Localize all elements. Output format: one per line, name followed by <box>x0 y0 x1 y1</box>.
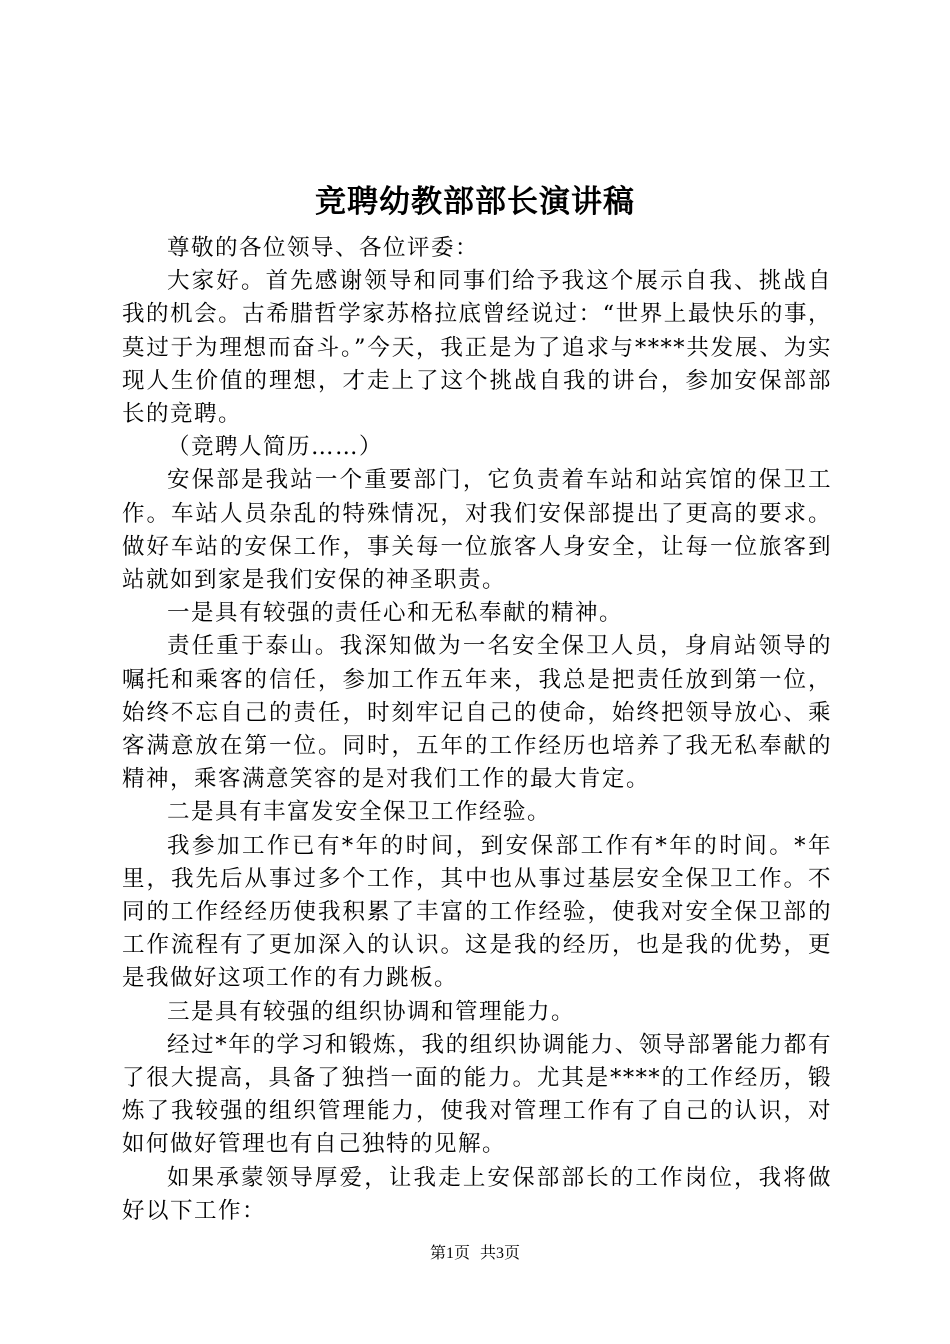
paragraph-resume-note: （竞聘人简历……） <box>167 434 384 461</box>
paragraph-greeting: 大家好。首先感谢领导和同事们给予我这个展示自我、挑战自我的机会。古希腊哲学家苏格拉底曾经说过：“世界上最快乐的事，莫过于为理想而奋斗。”今天，我正是为了追求与****共发展、为实现人生价值的理想，才走上了这个挑战自我的讲台，参加安保部部长的竞聘。 <box>122 268 832 428</box>
heading-point-two: 二是具有丰富发安全保卫工作经验。 <box>167 799 552 826</box>
document-title: 竞聘幼教部部长演讲稿 <box>315 184 635 220</box>
paragraph-point-two: 我参加工作已有*年的时间，到安保部工作有*年的时间。*年里，我先后从事过多个工作，其中也从事过基层安全保卫工作。不同的工作经经历使我积累了丰富的工作经验，使我对安全保卫部的工作流程有了更加深入的认识。这是我的经历，也是我的优势，更是我做好这项工作的有力跳板。 <box>122 832 832 992</box>
heading-point-three: 三是具有较强的组织协调和管理能力。 <box>167 998 576 1025</box>
heading-point-one: 一是具有较强的责任心和无私奉献的精神。 <box>167 600 624 627</box>
document-body <box>122 232 832 1228</box>
page-number: 第1页 <box>429 1245 470 1262</box>
page-total: 共3页 <box>480 1245 521 1262</box>
salutation: 尊敬的各位领导、各位评委： <box>167 235 480 261</box>
paragraph-point-three: 经过*年的学习和锻炼，我的组织协调能力、领导部署能力都有了很大提高，具备了独挡一面的能力。尤其是****的工作经历，锻炼了我较强的组织管理能力，使我对管理工作有了自己的认识，对如何做好管理也有自己独特的见解。 <box>122 1031 832 1158</box>
page-footer <box>0 1243 950 1265</box>
paragraph-point-one: 责任重于泰山。我深知做为一名安全保卫人员，身肩站领导的嘱托和乘客的信任，参加工作五年来，我总是把责任放到第一位，始终不忘自己的责任，时刻牢记自己的使命，始终把领导放心、乘客满意放在第一位。同时，五年的工作经历也培养了我无私奉献的精神，乘客满意笑容的是对我们工作的最大肯定。 <box>122 633 832 793</box>
paragraph-plan-intro: 如果承蒙领导厚爱，让我走上安保部部长的工作岗位，我将做好以下工作： <box>122 1164 832 1224</box>
paragraph-department-intro: 安保部是我站一个重要部门，它负责着车站和站宾馆的保卫工作。车站人员杂乱的特殊情况，对我们安保部提出了更高的要求。做好车站的安保工作，事关每一位旅客人身安全，让每一位旅客到站就如到家是我们安保的神圣职责。 <box>122 467 832 594</box>
